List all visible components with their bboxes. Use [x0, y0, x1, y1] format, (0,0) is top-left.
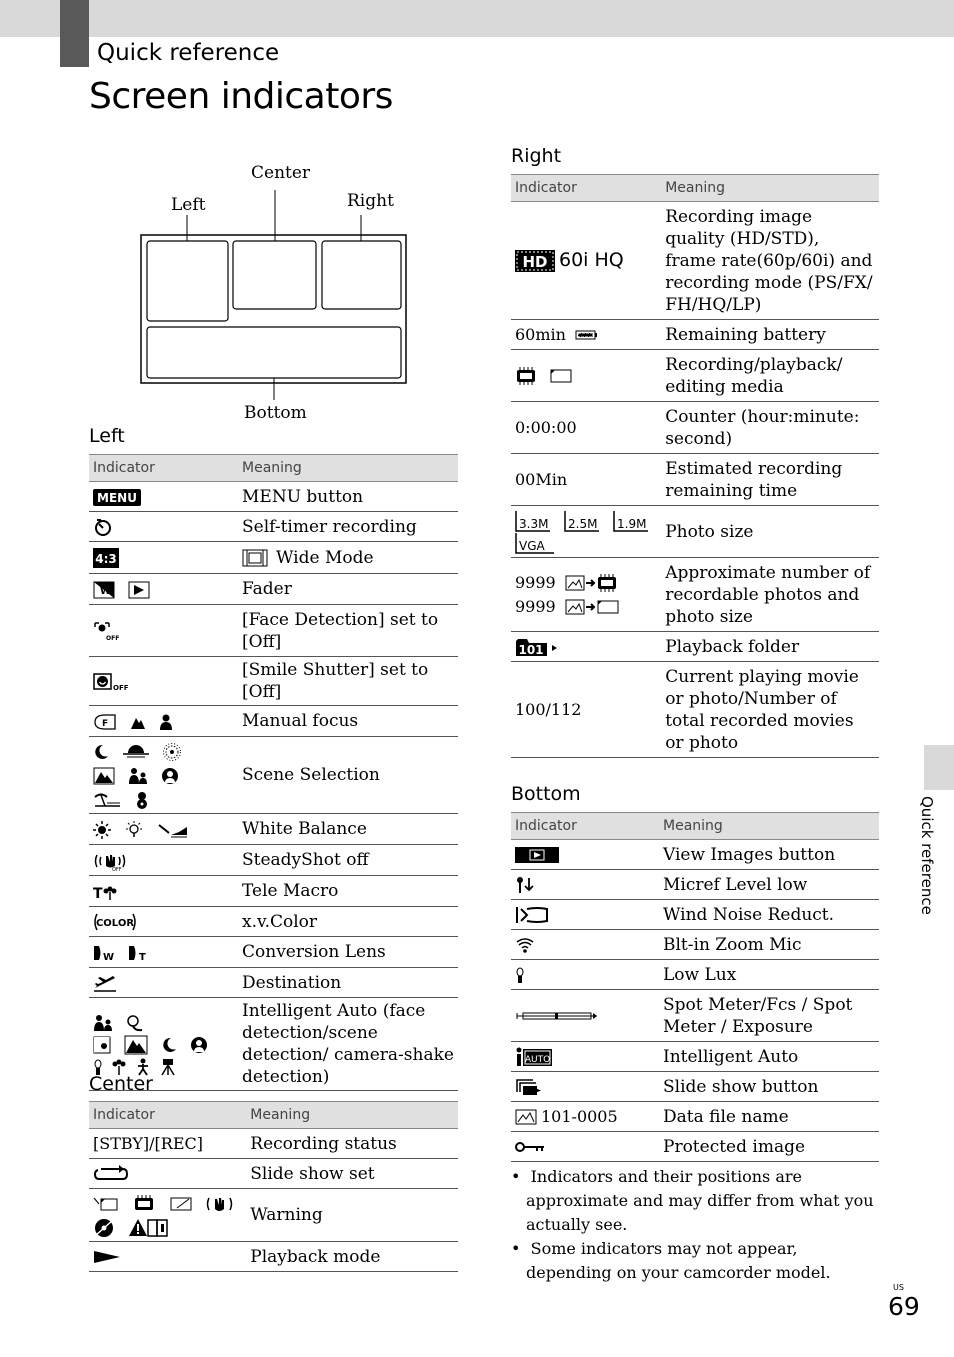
svg-text:1.9M: 1.9M — [617, 516, 647, 531]
tele-macro-icon — [93, 883, 119, 901]
section-tab-marker — [60, 0, 89, 67]
xv-color-icon — [93, 912, 137, 932]
bottom-meaning-6: Intelligent Auto — [659, 1042, 879, 1072]
view-images-icon — [515, 847, 559, 863]
svg-text:OFF: OFF — [113, 683, 129, 692]
photos-count-card: 9999 — [515, 596, 556, 616]
col-indicator: Indicator — [511, 175, 661, 202]
sun-icon — [93, 821, 111, 839]
quality-mode-text: 60i HQ — [559, 248, 624, 271]
left-heading: Left — [89, 425, 125, 447]
photo-to-memory-icon — [565, 574, 623, 592]
playback-triangle-icon — [93, 1250, 121, 1264]
top-bar — [0, 0, 954, 37]
right-meaning-0: Recording image quality (HD/STD), frame rate(60p/60i) and recording mode (PS/FX/ FH/HQ/LP) — [661, 202, 879, 320]
bottom-meaning-0: View Images button — [659, 840, 879, 870]
bottom-indicator-table — [511, 812, 879, 1162]
right-meaning-4: Estimated recording remaining time — [661, 454, 879, 506]
snow-icon — [134, 791, 150, 809]
film-icon — [242, 549, 268, 567]
battery-time: 60min — [515, 324, 566, 344]
page-region: US — [893, 1283, 904, 1292]
photos-count-memory: 9999 — [515, 572, 556, 592]
bottom-meaning-4: Low Lux — [659, 960, 879, 990]
col-meaning: Meaning — [659, 813, 879, 840]
right-meaning-6: Approximate number of recordable photos and photo size — [661, 558, 879, 632]
fireworks-icon — [163, 743, 181, 761]
remaining-time-text: 00Min — [511, 454, 661, 506]
left-meaning-4: [Face Detection] set to [Off] — [238, 605, 458, 657]
center-meaning-3: Playback mode — [246, 1242, 458, 1272]
svg-text:MENU: MENU — [97, 490, 137, 505]
photo-to-card-icon — [565, 598, 623, 616]
svg-text:F: F — [102, 718, 109, 729]
menu-icon — [93, 489, 141, 506]
night-scene-icon — [161, 1037, 177, 1053]
svg-text:T: T — [139, 951, 146, 962]
left-indicator-table — [89, 454, 458, 1091]
svg-text:T: T — [93, 885, 103, 901]
warning-card2-icon — [169, 1196, 193, 1212]
right-meaning-3: Counter (hour:minute: second) — [661, 402, 879, 454]
sunset-icon — [122, 744, 150, 760]
playback-folder-icon — [515, 637, 559, 657]
face-icon — [93, 1014, 113, 1032]
screen-layout-diagram — [135, 185, 415, 400]
bottom-meaning-9: Protected image — [659, 1132, 879, 1162]
steadyshot-off-icon — [93, 851, 127, 871]
bulb-icon — [124, 821, 144, 839]
left-meaning-14: Intelligent Auto (face detection/scene detection/ camera-shake detection) — [238, 998, 458, 1091]
side-section-label: Quick reference — [918, 796, 936, 915]
svg-text:OFF: OFF — [106, 635, 119, 641]
col-meaning: Meaning — [661, 175, 879, 202]
spotlight-icon — [161, 767, 179, 785]
spotlight-icon — [190, 1036, 208, 1054]
page-title: Screen indicators — [89, 76, 393, 117]
diagram-label-bottom: Bottom — [244, 403, 307, 423]
landscape-icon — [130, 714, 146, 730]
tripod-icon — [159, 1058, 177, 1076]
right-indicator-table — [511, 174, 879, 758]
svg-text:W: W — [103, 951, 115, 962]
beach-icon — [93, 791, 121, 809]
svg-text:101: 101 — [518, 643, 544, 657]
warning-disc-icon — [93, 1218, 115, 1238]
center-meaning-0: Recording status — [246, 1129, 458, 1159]
left-meaning-12: Conversion Lens — [238, 937, 458, 968]
warning-shake-icon — [206, 1195, 234, 1213]
left-meaning-1: Self-timer recording — [238, 512, 458, 542]
left-meaning-0: MENU button — [238, 482, 458, 512]
right-meaning-8: Current playing movie or photo/Number of total recorded movies or photo — [661, 662, 879, 758]
note-item: • Some indicators may not appear, depending on your camcorder model. — [511, 1239, 831, 1282]
playback-count-text: 100/112 — [511, 662, 661, 758]
one-push-icon — [157, 821, 189, 839]
left-meaning-6: Manual focus — [238, 706, 458, 737]
landscape-icon — [93, 767, 115, 785]
left-meaning-8: White Balance — [238, 814, 458, 845]
svg-text:VGA: VGA — [519, 538, 545, 553]
col-indicator: Indicator — [89, 1102, 246, 1129]
left-meaning-11: x.v.Color — [238, 907, 458, 937]
left-meaning-5: [Smile Shutter] set to [Off] — [238, 657, 458, 706]
intelligent-auto-icon — [515, 1047, 553, 1067]
backlight-icon — [93, 1036, 111, 1054]
right-heading: Right — [511, 145, 562, 167]
bottom-meaning-2: Wind Noise Reduct. — [659, 900, 879, 930]
left-meaning-10: Tele Macro — [238, 876, 458, 907]
side-tab-marker — [924, 745, 954, 790]
baby-icon — [126, 1014, 144, 1032]
svg-text:3.3M: 3.3M — [519, 516, 549, 531]
center-meaning-1: Slide show set — [246, 1159, 458, 1189]
portrait-icon — [128, 767, 148, 785]
memory-card-icon — [550, 368, 572, 384]
svg-text:OFF: OFF — [112, 866, 122, 871]
left-meaning-7: Scene Selection — [238, 737, 458, 814]
low-lux-icon — [515, 966, 525, 984]
bottom-heading: Bottom — [511, 783, 581, 805]
center-indicator-0: [STBY]/[REC] — [89, 1129, 246, 1159]
slideshow-button-icon — [515, 1078, 543, 1096]
wide-4-3-icon — [93, 548, 119, 568]
self-timer-icon — [93, 518, 113, 536]
airplane-icon — [93, 974, 117, 992]
right-meaning-7: Playback folder — [661, 632, 879, 662]
warning-triangle-icon — [128, 1218, 168, 1238]
section-title: Quick reference — [97, 40, 280, 66]
fader-black-icon — [128, 581, 150, 599]
center-meaning-2: Warning — [246, 1189, 458, 1242]
center-heading: Center — [89, 1073, 153, 1095]
warning-card-icon — [93, 1196, 119, 1212]
svg-text:2.5M: 2.5M — [568, 516, 598, 531]
battery-icon — [575, 330, 597, 340]
diagram-label-right: Right — [347, 191, 394, 211]
left-meaning-3: Fader — [238, 574, 458, 605]
photo-size-vga-icon — [515, 532, 555, 554]
col-indicator: Indicator — [89, 455, 238, 482]
diagram-label-left: Left — [171, 195, 206, 215]
right-meaning-5: Photo size — [661, 506, 879, 558]
photo-size-3-3m-icon — [515, 510, 551, 532]
svg-text:W: W — [100, 585, 112, 597]
photo-size-1-9m-icon — [613, 510, 649, 532]
photo-file-icon — [515, 1108, 537, 1126]
night-scene-icon — [93, 744, 109, 760]
diagram-label-center: Center — [251, 163, 311, 183]
protect-key-icon — [515, 1141, 545, 1153]
left-meaning-13: Destination — [238, 968, 458, 998]
col-indicator: Indicator — [511, 813, 659, 840]
col-meaning: Meaning — [246, 1102, 458, 1129]
landscape-icon — [124, 1035, 148, 1055]
photo-size-2-5m-icon — [564, 510, 600, 532]
page-number: 69 — [888, 1292, 920, 1321]
mic-level-low-icon — [515, 876, 535, 894]
tele-conversion-icon — [128, 944, 150, 962]
fader-white-icon — [93, 581, 115, 599]
center-indicator-table — [89, 1101, 458, 1272]
notes — [511, 1165, 883, 1285]
face-detection-off-icon — [93, 621, 119, 641]
data-file-name-text: 101-0005 — [541, 1106, 618, 1126]
right-meaning-1: Remaining battery — [661, 320, 879, 350]
zoom-mic-icon — [515, 937, 535, 953]
bottom-meaning-7: Slide show button — [659, 1072, 879, 1102]
svg-text:4:3: 4:3 — [95, 552, 117, 566]
svg-text:HD: HD — [522, 253, 548, 272]
wind-noise-icon — [515, 905, 549, 925]
smile-shutter-off-icon — [93, 672, 131, 692]
svg-text:AUTO: AUTO — [524, 1055, 551, 1065]
left-meaning-9: SteadyShot off — [238, 845, 458, 876]
bottom-meaning-3: Blt-in Zoom Mic — [659, 930, 879, 960]
counter-text: 0:00:00 — [511, 402, 661, 454]
person-icon — [159, 714, 173, 730]
left-meaning-2: Wide Mode — [276, 547, 374, 568]
warning-media-icon — [132, 1195, 156, 1213]
svg-text:COLOR: COLOR — [95, 918, 135, 929]
slideshow-repeat-icon — [93, 1165, 129, 1183]
spot-meter-bar-icon — [515, 1010, 599, 1022]
bottom-meaning-5: Spot Meter/Fcs / Spot Meter / Exposure — [659, 990, 879, 1042]
bottom-meaning-1: Micref Level low — [659, 870, 879, 900]
bottom-meaning-8: Data file name — [659, 1102, 879, 1132]
wide-conversion-icon — [93, 944, 115, 962]
col-meaning: Meaning — [238, 455, 458, 482]
internal-memory-icon — [515, 367, 537, 385]
manual-focus-icon — [93, 713, 117, 731]
hd-icon — [515, 250, 555, 272]
right-meaning-2: Recording/playback/ editing media — [661, 350, 879, 402]
note-item: • Indicators and their positions are approximate and may differ from what you actually see. — [511, 1167, 874, 1234]
